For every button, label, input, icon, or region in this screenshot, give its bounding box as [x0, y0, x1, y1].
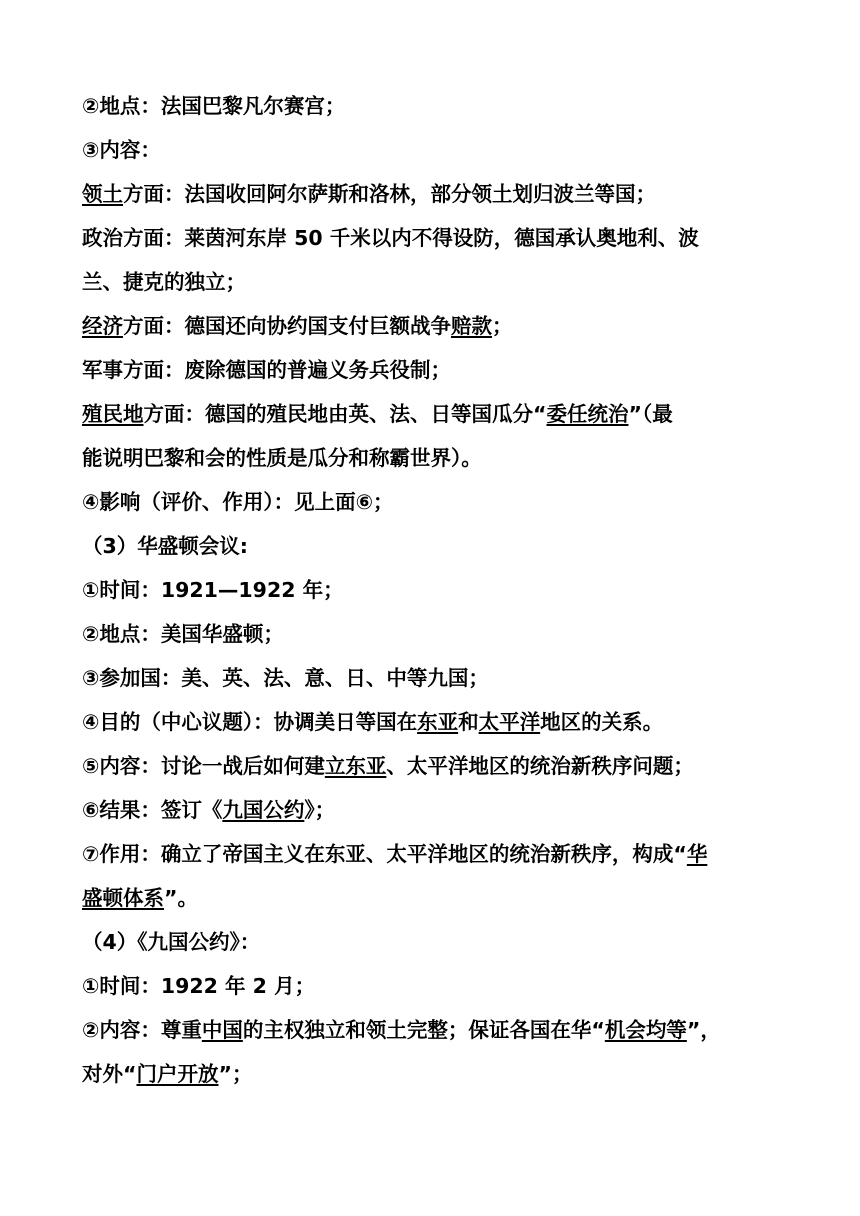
text-segment: 》；	[304, 798, 336, 822]
text-line	[82, 876, 782, 920]
text-line	[82, 172, 782, 216]
text-segment: 方面：德国的殖民地由英、法、日等国瓜分“	[143, 402, 547, 426]
text-segment: 能说明巴黎和会的性质是瓜分和称霸世界）。	[82, 446, 482, 470]
text-line	[82, 920, 782, 964]
text-segment: 军事方面：废除德国的普遍义务兵役制；	[82, 358, 451, 382]
text-line	[82, 700, 782, 744]
underlined-term: 委任统治	[546, 402, 629, 426]
text-line	[82, 656, 782, 700]
text-segment: ③参加国：美、英、法、意、日、中等九国；	[82, 666, 489, 690]
text-segment: ②地点：法国巴黎凡尔赛宫；	[82, 94, 346, 118]
text-segment: ②内容：尊重	[82, 1018, 202, 1042]
text-segment: 的主权独立和领土完整；保证各国在华“	[242, 1018, 605, 1042]
text-segment: ①时间：1921—1922 年；	[82, 578, 344, 602]
text-segment: 和	[458, 710, 479, 734]
text-segment: ”；	[218, 1062, 253, 1086]
text-segment: ④影响（评价、作用）：见上面⑥；	[82, 490, 394, 514]
text-line	[82, 744, 782, 788]
underlined-term: 立东亚	[324, 754, 387, 778]
text-segment: （4）《九国公约》：	[82, 930, 261, 954]
underlined-term: 太平洋	[478, 710, 541, 734]
text-line	[82, 788, 782, 832]
text-line	[82, 964, 782, 1008]
underlined-term: 盛顿体系	[82, 886, 164, 910]
text-line	[82, 392, 782, 436]
underlined-term: 机会均等	[604, 1018, 687, 1042]
underlined-term: 中国	[201, 1018, 243, 1042]
text-segment: 、太平洋地区的统治新秩序问题；	[386, 754, 694, 778]
text-segment: （3）华盛顿会议:	[82, 534, 248, 558]
text-segment: 对外“	[82, 1062, 137, 1086]
text-segment: 兰、捷克的独立；	[82, 270, 246, 294]
text-segment: ”。	[164, 886, 198, 910]
text-line	[82, 216, 782, 260]
text-line	[82, 1008, 782, 1052]
text-line	[82, 348, 782, 392]
text-line	[82, 436, 782, 480]
text-segment: ②地点：美国华盛顿；	[82, 622, 284, 646]
text-line	[82, 260, 782, 304]
text-segment: ③内容：	[82, 138, 161, 162]
text-line	[82, 524, 782, 568]
text-segment: ⑥结果：签订《	[82, 798, 223, 822]
text-line	[82, 612, 782, 656]
underlined-term: 殖民地	[82, 402, 144, 426]
text-segment: 方面：德国还向协约国支付巨额战争	[123, 314, 451, 338]
text-line	[82, 832, 782, 876]
text-segment: ⑦作用：确立了帝国主义在东亚、太平洋地区的统治新秩序，构成“	[82, 842, 687, 866]
text-line	[82, 304, 782, 348]
text-segment: ④目的（中心议题）：协调美日等国在	[82, 710, 418, 734]
text-segment: 地区的关系。	[540, 710, 664, 734]
text-segment: 政治方面：莱茵河东岸 50 千米以内不得设防，德国承认奥地利、波	[82, 226, 699, 250]
text-segment: ”（最	[628, 402, 673, 426]
underlined-term: 领土	[82, 182, 123, 206]
text-line	[82, 480, 782, 524]
underlined-term: 九国公约	[222, 798, 305, 822]
document-body	[82, 84, 782, 1096]
text-segment: 方面：法国收回阿尔萨斯和洛林，部分领土划归波兰等国；	[123, 182, 656, 206]
text-segment: ①时间：1922 年 2 月；	[82, 974, 316, 998]
underlined-term: 经济	[82, 314, 123, 338]
underlined-term: 东亚	[417, 710, 459, 734]
text-line	[82, 84, 782, 128]
text-segment: ”，	[686, 1018, 721, 1042]
text-segment: ⑤内容：讨论一战后如何建	[82, 754, 325, 778]
text-segment: ；	[492, 314, 513, 338]
text-line	[82, 128, 782, 172]
underlined-term: 门户开放	[136, 1062, 219, 1086]
text-line	[82, 568, 782, 612]
underlined-term: 华	[686, 842, 708, 866]
underlined-term: 赔款	[451, 314, 492, 338]
text-line	[82, 1052, 782, 1096]
